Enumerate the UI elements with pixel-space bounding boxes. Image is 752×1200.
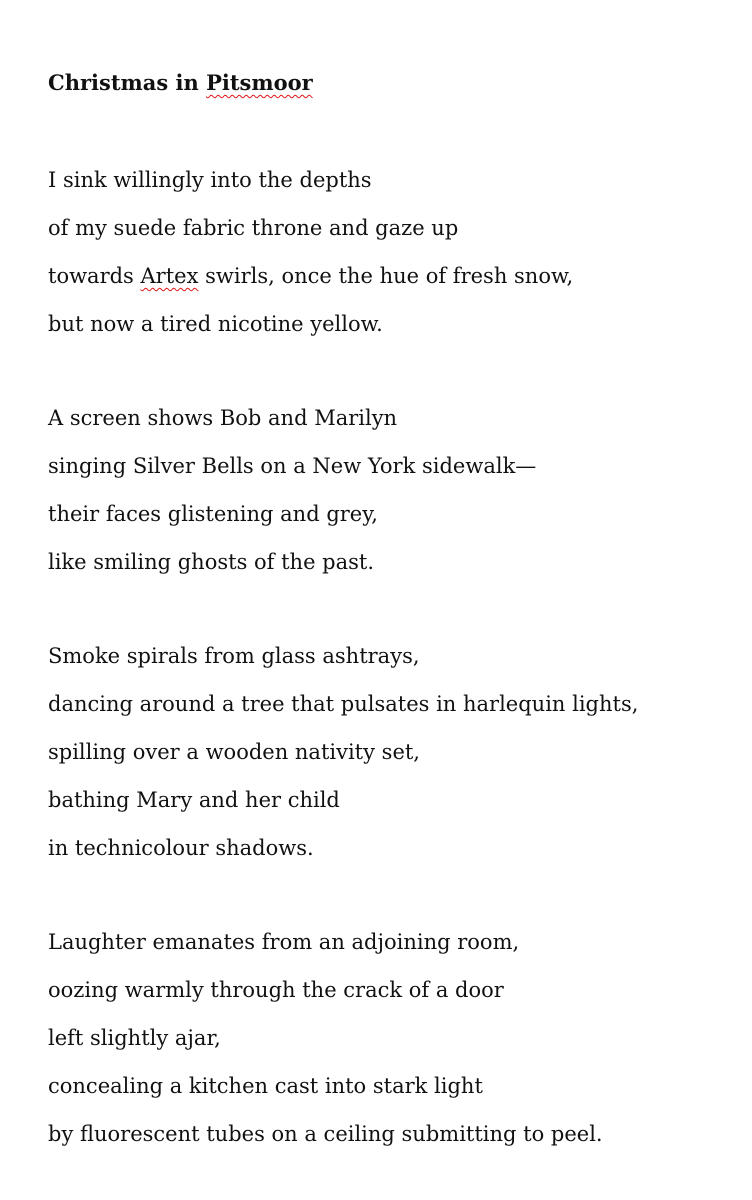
poem-title-misspelled-word: Pitsmoor [206,70,313,95]
poem-line: oozing warmly through the crack of a door [48,978,504,1002]
poem-line: left slightly ajar, [48,1026,221,1050]
poem-line: dancing around a tree that pulsates in harlequin lights, [48,692,639,716]
poem-line [48,252,573,300]
stanza-4 [48,918,603,1158]
poem-line-segment: swirls, once the hue of fresh snow, [198,264,574,288]
poem-line-segment: towards [48,264,141,288]
poem-line: Smoke spirals from glass ashtrays, [48,644,420,668]
poem-line: A screen shows Bob and Marilyn [48,406,398,430]
poem-line: their faces glistening and grey, [48,502,378,526]
stanza-2 [48,394,536,586]
poem-line: bathing Mary and her child [48,788,340,812]
poem-line: by fluorescent tubes on a ceiling submitting to peel. [48,1122,603,1146]
poem-line: spilling over a wooden nativity set, [48,740,420,764]
poem-line: I sink willingly into the depths [48,168,372,192]
poem-line: like smiling ghosts of the past. [48,550,375,574]
poem-title [48,68,313,98]
poem-line: but now a tired nicotine yellow. [48,312,383,336]
stanza-3 [48,632,638,872]
poem-line: in technicolour shadows. [48,836,314,860]
stanza-1 [48,156,573,348]
poem-line: of my suede fabric throne and gaze up [48,216,459,240]
poem-line: Laughter emanates from an adjoining room, [48,930,520,954]
misspelled-word: Artex [140,264,199,288]
poem-title-text: Christmas in [48,70,207,95]
poem-line: singing Silver Bells on a New York sidewalk— [48,454,537,478]
poem-line: concealing a kitchen cast into stark light [48,1074,483,1098]
